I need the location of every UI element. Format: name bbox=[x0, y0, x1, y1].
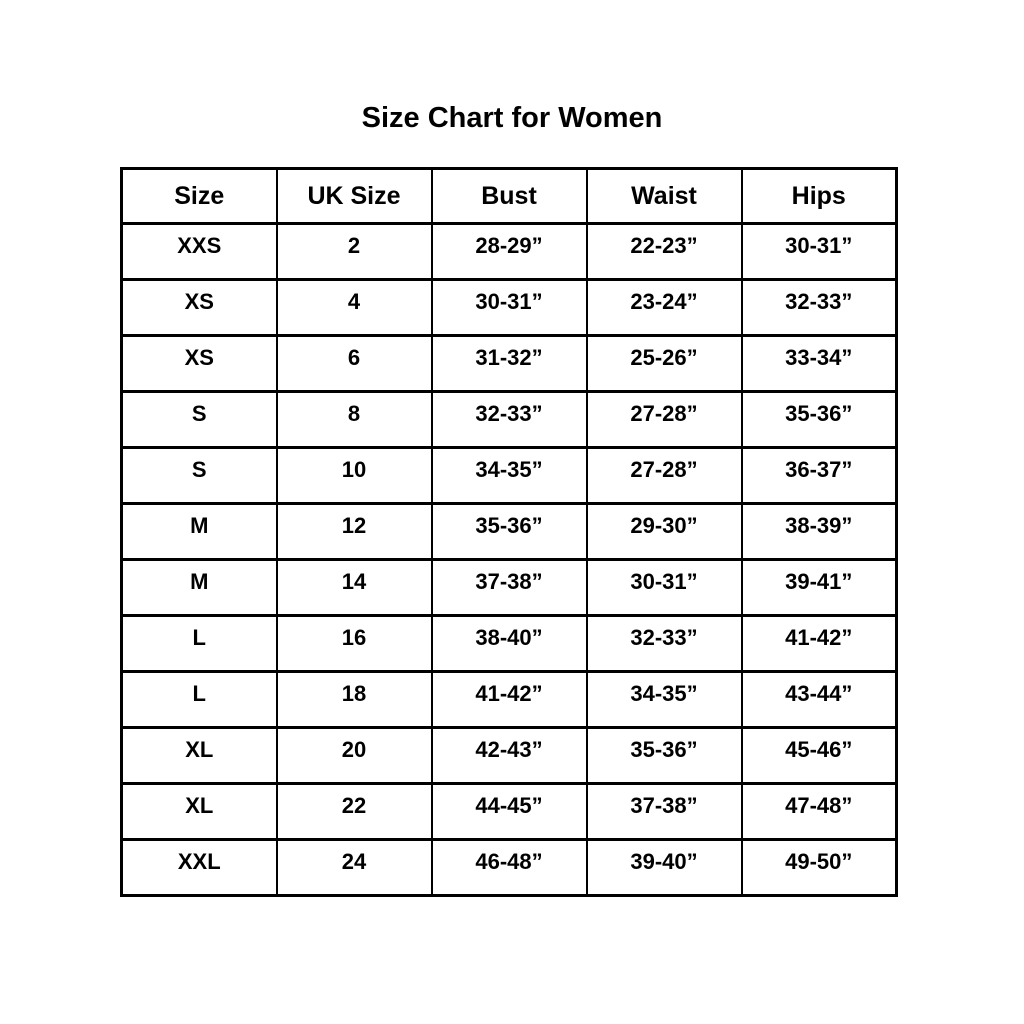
table-cell: 43-44” bbox=[742, 672, 897, 728]
table-cell: 30-31” bbox=[587, 560, 742, 616]
table-cell: 49-50” bbox=[742, 840, 897, 896]
table-cell: 34-35” bbox=[432, 448, 587, 504]
table-row bbox=[122, 224, 897, 280]
table-cell: 30-31” bbox=[742, 224, 897, 280]
table-cell: 38-39” bbox=[742, 504, 897, 560]
table-cell: 16 bbox=[277, 616, 432, 672]
column-header: Waist bbox=[587, 169, 742, 224]
table-row bbox=[122, 448, 897, 504]
table-cell: 47-48” bbox=[742, 784, 897, 840]
table-cell: 35-36” bbox=[587, 728, 742, 784]
table-cell: 20 bbox=[277, 728, 432, 784]
table-cell: 38-40” bbox=[432, 616, 587, 672]
table-row bbox=[122, 728, 897, 784]
table-cell: 37-38” bbox=[432, 560, 587, 616]
table-row bbox=[122, 336, 897, 392]
table-row bbox=[122, 504, 897, 560]
table-cell: 6 bbox=[277, 336, 432, 392]
page-title: Size Chart for Women bbox=[361, 102, 663, 134]
table-cell: M bbox=[122, 504, 277, 560]
table-cell: 25-26” bbox=[587, 336, 742, 392]
table-cell: M bbox=[122, 560, 277, 616]
table-cell: 18 bbox=[277, 672, 432, 728]
column-header: Size bbox=[122, 169, 277, 224]
table-row bbox=[122, 616, 897, 672]
table-cell: 24 bbox=[277, 840, 432, 896]
table-cell: 36-37” bbox=[742, 448, 897, 504]
table-cell: 39-41” bbox=[742, 560, 897, 616]
table-cell: 8 bbox=[277, 392, 432, 448]
table-cell: 34-35” bbox=[587, 672, 742, 728]
table-cell: 35-36” bbox=[432, 504, 587, 560]
table-cell: 41-42” bbox=[432, 672, 587, 728]
size-chart-table bbox=[120, 167, 898, 897]
table-cell: 32-33” bbox=[742, 280, 897, 336]
table-header bbox=[122, 169, 897, 224]
table-cell: 45-46” bbox=[742, 728, 897, 784]
table-cell: 27-28” bbox=[587, 448, 742, 504]
table-cell: 32-33” bbox=[587, 616, 742, 672]
table-header-row bbox=[122, 169, 897, 224]
table-cell: L bbox=[122, 672, 277, 728]
table-body bbox=[122, 224, 897, 896]
table-cell: XS bbox=[122, 280, 277, 336]
table-cell: XXS bbox=[122, 224, 277, 280]
table-cell: XS bbox=[122, 336, 277, 392]
table-row bbox=[122, 280, 897, 336]
table-cell: XXL bbox=[122, 840, 277, 896]
table-cell: 44-45” bbox=[432, 784, 587, 840]
column-header: UK Size bbox=[277, 169, 432, 224]
table-cell: 23-24” bbox=[587, 280, 742, 336]
column-header: Bust bbox=[432, 169, 587, 224]
table-row bbox=[122, 560, 897, 616]
table-cell: 42-43” bbox=[432, 728, 587, 784]
table-cell: 33-34” bbox=[742, 336, 897, 392]
table-cell: 28-29” bbox=[432, 224, 587, 280]
table-row bbox=[122, 784, 897, 840]
table-cell: 35-36” bbox=[742, 392, 897, 448]
table-cell: 30-31” bbox=[432, 280, 587, 336]
table-cell: 22 bbox=[277, 784, 432, 840]
table-cell: S bbox=[122, 448, 277, 504]
table-cell: 12 bbox=[277, 504, 432, 560]
table-cell: L bbox=[122, 616, 277, 672]
table-row bbox=[122, 672, 897, 728]
table-cell: 22-23” bbox=[587, 224, 742, 280]
table-cell: 27-28” bbox=[587, 392, 742, 448]
table-row bbox=[122, 840, 897, 896]
table-cell: 41-42” bbox=[742, 616, 897, 672]
table-cell: 2 bbox=[277, 224, 432, 280]
table-cell: 37-38” bbox=[587, 784, 742, 840]
column-header: Hips bbox=[742, 169, 897, 224]
table-cell: 4 bbox=[277, 280, 432, 336]
table-cell: 32-33” bbox=[432, 392, 587, 448]
table-cell: 29-30” bbox=[587, 504, 742, 560]
table-cell: 31-32” bbox=[432, 336, 587, 392]
table-row bbox=[122, 392, 897, 448]
table-cell: XL bbox=[122, 784, 277, 840]
table-cell: 46-48” bbox=[432, 840, 587, 896]
table-cell: 39-40” bbox=[587, 840, 742, 896]
table-cell: S bbox=[122, 392, 277, 448]
table-cell: XL bbox=[122, 728, 277, 784]
table-cell: 10 bbox=[277, 448, 432, 504]
table-cell: 14 bbox=[277, 560, 432, 616]
